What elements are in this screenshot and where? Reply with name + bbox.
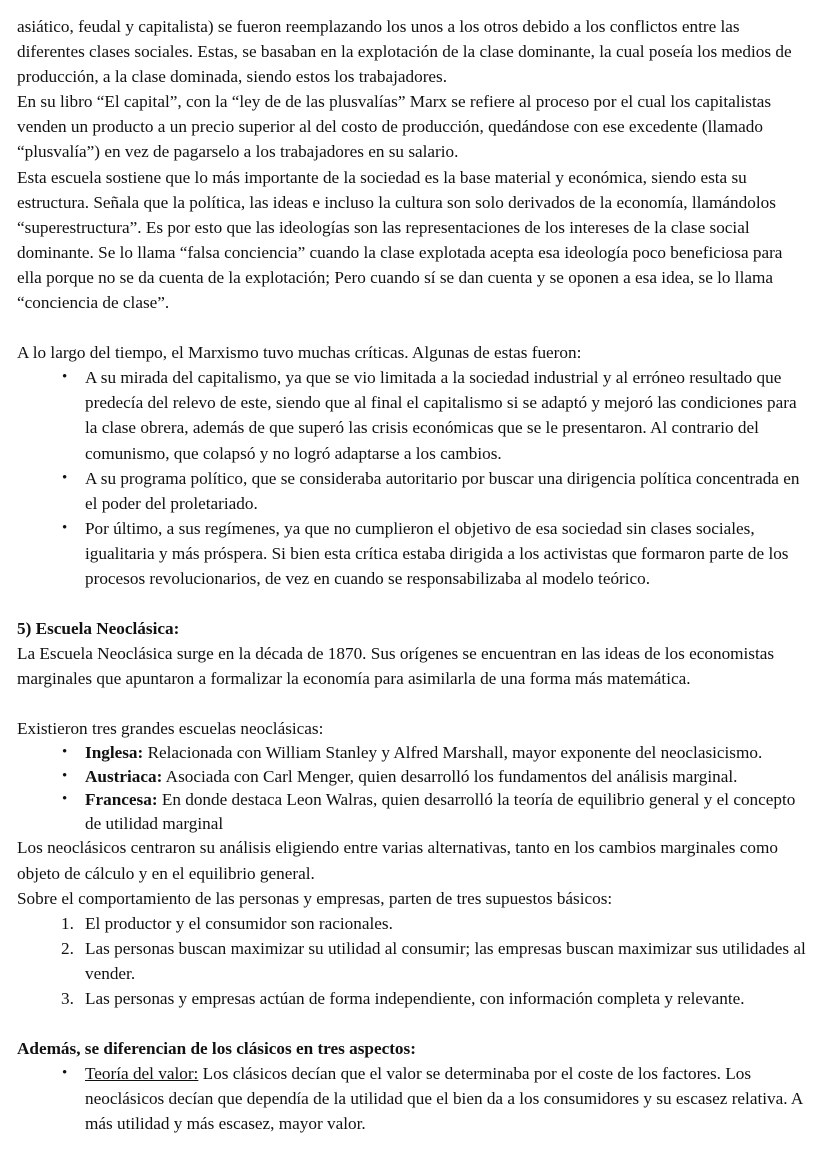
list-item: [17, 1061, 810, 1136]
heading-escuela-neoclasica: 5) Escuela Neoclásica:: [17, 619, 180, 639]
section-spacer: [17, 1011, 810, 1036]
list-criticas-marxismo: [17, 365, 810, 591]
paragraph-neoclasica-intro: La Escuela Neoclásica surge en la década de 1870. Sus orígenes se encuentran en las ideas de los economistas marginales que apuntaron a formalizar la economía para asimilarla de una forma más matemática.: [17, 644, 775, 689]
paragraph-analisis-marginal: Los neoclásicos centraron su análisis eligiendo entre varias alternativas, tanto en los cambios marginales como objeto de cálculo y en el equilibrio general.: [17, 838, 778, 883]
paragraph-supuestos-intro: Sobre el comportamiento de las personas y empresas, parten de tres supuestos básicos:: [17, 888, 613, 908]
document-body: [17, 14, 810, 1136]
list-item: • Por último, a sus regímenes, ya que no cumplieron el objetivo de esa sociedad sin clases sociales, igualitaria y más próspera. Si bien esta crítica estaba dirigida a los activistas que formaron parte de los procesos revolucionarios, de vez en cuando se responsabilizaba al modelo teórico.: [17, 516, 810, 591]
paragraph-base-material: Esta escuela sostiene que lo más importante de la sociedad es la base material y económica, siendo esta su estructura. Señala que la política, las ideas e incluso la cultura son solo derivados de la economía, llamándolos “superestructura”. Es por esto que las ideologías son las representaciones de los intereses de la clase social dominante. Se lo llama “falsa conciencia” cuando la clase explotada acepta esa ideología poco beneficiosa para ella porque no se da cuenta de la explotación; Pero cuando sí se dan cuenta y se oponen a esa idea, se lo llama “conciencia de clase”.: [17, 167, 783, 313]
list-item: • A su programa político, que se consideraba autoritario por buscar una dirigencia política concentrada en el poder del proletariado.: [17, 466, 810, 516]
list-escuelas-neoclasicas: [17, 741, 810, 835]
section-spacer: [17, 691, 810, 716]
list-item: Las personas y empresas actúan de forma independiente, con información completa y relevante.: [85, 989, 745, 1008]
paragraph-spacer: [17, 315, 810, 340]
list-item-label: Austriaca:: [85, 766, 163, 786]
list-item-text: Los clásicos decían que el valor se determinaba por el coste de los factores. Los neoclásicos decían que dependía de la utilidad que el bien da a los consumidores y su escasez relativa. A más utilidad y más escasez, mayor valor.: [85, 1064, 803, 1134]
paragraph-modos-produccion: asiático, feudal y capitalista) se fueron reemplazando los unos a los otros debido a los conflictos entre las diferentes clases sociales. Estas, se basaban en la explotación de la clase dominante, la cual poseía los medios de producción, a la clase dominada, siendo estos los trabajadores.: [17, 17, 792, 87]
list-item-text: Asociada con Carl Menger, quien desarrolló los fundamentos del análisis marginal.: [162, 766, 738, 786]
list-item-text: En donde destaca Leon Walras, quien desarrolló la teoría de equilibrio general y el concepto de utilidad marginal: [85, 790, 796, 833]
paragraph-el-capital: En su libro “El capital”, con la “ley de de las plusvalías” Marx se refiere al proceso por el cual los capitalistas venden un producto a un precio superior al del costo de producción, quedándose con ese excedente (llamado “plusvalía”) en vez de pagarselo a los trabajadores en su salario.: [17, 92, 772, 162]
heading-diferencias-clasicos: Además, se diferencian de los clásicos en tres aspectos:: [17, 1039, 416, 1059]
paragraph-criticas-intro: A lo largo del tiempo, el Marxismo tuvo muchas críticas. Algunas de estas fueron:: [17, 343, 582, 363]
section-spacer: [17, 591, 810, 616]
list-item-text: Relacionada con William Stanley y Alfred Marshall, mayor exponente del neoclasicismo.: [143, 743, 763, 763]
paragraph-tres-escuelas: Existieron tres grandes escuelas neoclásicas:: [17, 719, 324, 739]
list-diferencias: [17, 1061, 810, 1136]
list-item: [17, 741, 810, 765]
list-item: [17, 788, 810, 835]
list-item-label: Francesa:: [85, 790, 158, 810]
list-item-label: Inglesa:: [85, 743, 144, 763]
list-item: Las personas buscan maximizar su utilidad al consumir; las empresas buscan maximizar sus utilidades al vender.: [85, 938, 806, 983]
list-item: • A su mirada del capitalismo, ya que se vio limitada a la sociedad industrial y al erróneo resultado que predecía del relevo de este, siendo que al final el capitalismo si se adaptó y mejoró las condiciones para la clase obrera, además de que superó las crisis económicas que se le presentaron. Al contrario del comunismo, que colapsó y no logró adaptarse a los cambios.: [17, 365, 810, 465]
list-item-label: Teoría del valor:: [85, 1064, 199, 1084]
list-supuestos-basicos: [17, 911, 810, 1011]
list-item: El productor y el consumidor son racionales.: [85, 913, 393, 933]
list-item: [17, 765, 810, 789]
